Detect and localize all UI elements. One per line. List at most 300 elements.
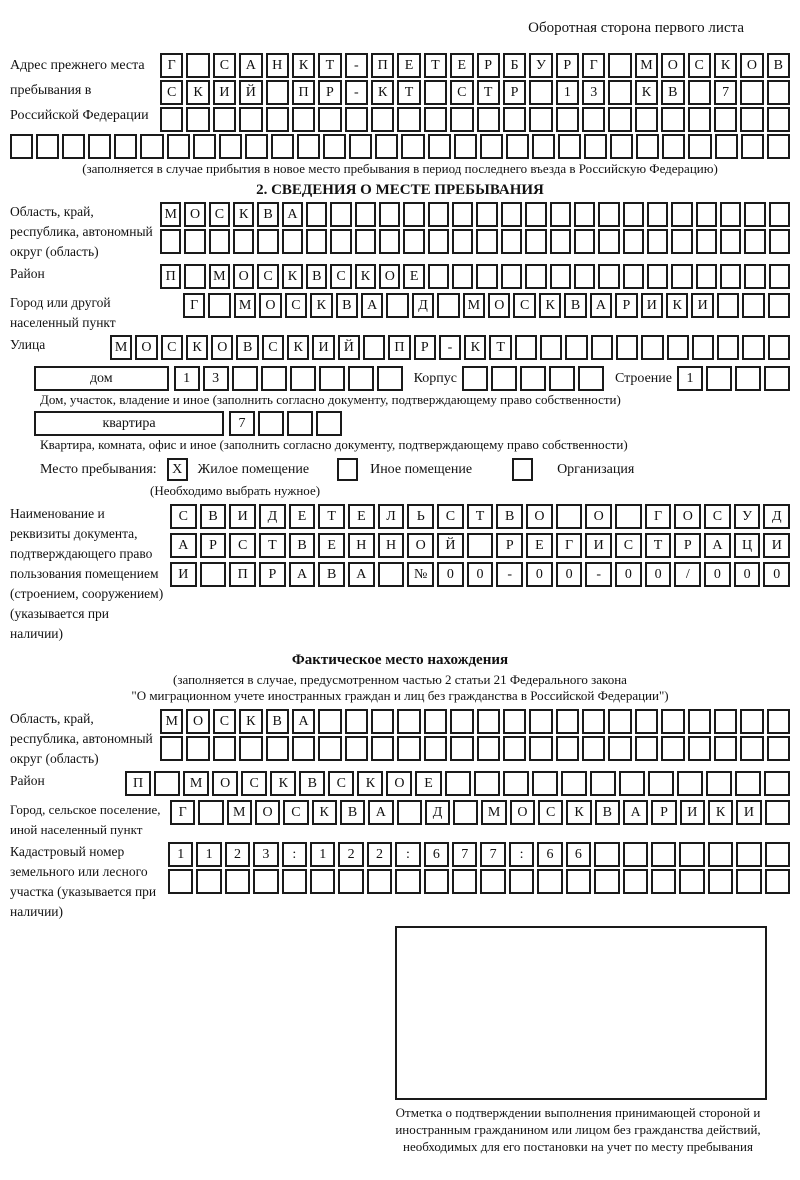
- char-cell: П: [160, 264, 181, 289]
- char-cell: [765, 869, 790, 894]
- char-cell: [742, 293, 764, 318]
- char-cell: Н: [266, 53, 289, 78]
- char-cell: [549, 366, 575, 391]
- char-cell: О: [211, 335, 233, 360]
- char-cell: [696, 202, 717, 227]
- char-cell: [598, 229, 619, 254]
- char-cell: [424, 107, 447, 132]
- char-cell: П: [371, 53, 394, 78]
- char-cell: О: [386, 771, 412, 796]
- char-cell: [556, 504, 583, 529]
- char-cell: Д: [425, 800, 450, 825]
- char-cell: [679, 869, 704, 894]
- char-cell: 6: [424, 842, 449, 867]
- prev-address-caption: (заполняется в случае прибытия в новое место пребывания в период последнего въезда в Российскую Федерацию): [82, 161, 718, 176]
- char-cell: С: [213, 53, 236, 78]
- char-cell: Г: [556, 533, 583, 558]
- char-cell: [196, 869, 221, 894]
- char-cell: С: [257, 264, 278, 289]
- char-cell: [208, 293, 230, 318]
- char-cell: 0: [615, 562, 642, 587]
- char-cell: [661, 107, 684, 132]
- char-cell: 0: [526, 562, 553, 587]
- char-cell: Е: [450, 53, 473, 78]
- char-cell: 6: [566, 842, 591, 867]
- actual-district-group: [10, 771, 790, 798]
- char-cell: Т: [397, 80, 420, 105]
- char-cell: [428, 229, 449, 254]
- char-cell: Т: [259, 533, 286, 558]
- char-cell: [233, 229, 254, 254]
- char-cell: [744, 264, 765, 289]
- char-cell: К: [357, 771, 383, 796]
- char-cell: Д: [763, 504, 790, 529]
- char-cell: [330, 202, 351, 227]
- char-cell: К: [371, 80, 394, 105]
- char-cell: П: [292, 80, 315, 105]
- char-cell: [651, 842, 676, 867]
- char-cell: [558, 134, 581, 159]
- char-cell: [140, 134, 163, 159]
- char-cell: Г: [160, 53, 183, 78]
- char-cell: О: [488, 293, 510, 318]
- char-cell: О: [259, 293, 281, 318]
- document-row-2: [170, 533, 790, 558]
- region-group: [10, 202, 790, 262]
- char-cell: К: [310, 293, 332, 318]
- char-cell: [598, 202, 619, 227]
- char-cell: [266, 736, 289, 761]
- stay-type-checkbox-organization: [512, 458, 533, 481]
- char-cell: П: [125, 771, 151, 796]
- char-cell: 6: [537, 842, 562, 867]
- char-cell: А: [170, 533, 197, 558]
- char-cell: [661, 709, 684, 734]
- char-cell: М: [160, 202, 181, 227]
- char-cell: [578, 366, 604, 391]
- char-cell: [168, 869, 193, 894]
- char-cell: [345, 709, 368, 734]
- char-cell: [740, 107, 763, 132]
- char-cell: И: [312, 335, 334, 360]
- char-cell: К: [233, 202, 254, 227]
- char-cell: А: [282, 202, 303, 227]
- char-cell: [768, 293, 790, 318]
- apartment-box: квартира: [34, 411, 224, 436]
- char-cell: [688, 736, 711, 761]
- char-cell: [509, 869, 534, 894]
- char-cell: [477, 709, 500, 734]
- char-cell: А: [289, 562, 316, 587]
- char-cell: [401, 134, 424, 159]
- char-cell: Т: [318, 504, 345, 529]
- char-cell: О: [233, 264, 254, 289]
- char-cell: 0: [763, 562, 790, 587]
- char-cell: П: [229, 562, 256, 587]
- char-cell: [232, 366, 258, 391]
- char-cell: [397, 736, 420, 761]
- char-cell: [167, 134, 190, 159]
- char-cell: [310, 869, 335, 894]
- char-cell: [503, 107, 526, 132]
- char-cell: [348, 366, 374, 391]
- char-cell: [715, 134, 738, 159]
- char-cell: [540, 335, 562, 360]
- char-cell: 2: [225, 842, 250, 867]
- char-cell: [767, 709, 790, 734]
- char-cell: №: [407, 562, 434, 587]
- char-cell: В: [318, 562, 345, 587]
- char-cell: 2: [367, 842, 392, 867]
- char-cell: [10, 134, 33, 159]
- char-cell: М: [183, 771, 209, 796]
- char-cell: [615, 504, 642, 529]
- char-cell: 3: [582, 80, 605, 105]
- char-cell: [345, 736, 368, 761]
- char-cell: [397, 107, 420, 132]
- char-cell: О: [407, 533, 434, 558]
- char-cell: С: [437, 504, 464, 529]
- cadastral-row-2: [168, 869, 790, 894]
- actual-region-row-2: [160, 736, 790, 761]
- char-cell: Й: [338, 335, 360, 360]
- char-cell: Ц: [734, 533, 761, 558]
- char-cell: И: [736, 800, 761, 825]
- char-cell: [198, 800, 223, 825]
- char-cell: [476, 264, 497, 289]
- char-cell: [397, 709, 420, 734]
- char-cell: [610, 134, 633, 159]
- char-cell: С: [615, 533, 642, 558]
- char-cell: :: [395, 842, 420, 867]
- char-cell: [501, 202, 522, 227]
- char-cell: [679, 842, 704, 867]
- cadastral-grid: [168, 842, 790, 896]
- char-cell: С: [513, 293, 535, 318]
- char-cell: [503, 736, 526, 761]
- char-cell: [476, 202, 497, 227]
- char-cell: 1: [556, 80, 579, 105]
- city-row: [183, 293, 790, 318]
- document-group: [10, 504, 790, 644]
- char-cell: [688, 134, 711, 159]
- char-cell: В: [564, 293, 586, 318]
- char-cell: С: [450, 80, 473, 105]
- actual-location-subtitle-2: "О миграционном учете иностранных граждан и лиц без гражданства в Российской Федерации"): [131, 688, 669, 703]
- char-cell: [740, 736, 763, 761]
- stay-type-note: (Необходимо выбрать нужное): [150, 483, 321, 498]
- char-cell: [386, 293, 408, 318]
- char-cell: Е: [526, 533, 553, 558]
- region-grid: [160, 202, 790, 256]
- char-cell: [765, 842, 790, 867]
- char-cell: [529, 107, 552, 132]
- char-cell: [765, 800, 790, 825]
- actual-region-group: [10, 709, 790, 769]
- char-cell: :: [509, 842, 534, 867]
- char-cell: [379, 202, 400, 227]
- char-cell: [647, 202, 668, 227]
- char-cell: И: [680, 800, 705, 825]
- char-cell: [744, 202, 765, 227]
- char-cell: А: [239, 53, 262, 78]
- char-cell: [200, 562, 227, 587]
- char-cell: [445, 771, 471, 796]
- char-cell: [525, 264, 546, 289]
- char-cell: 2: [338, 842, 363, 867]
- char-cell: [720, 264, 741, 289]
- char-cell: -: [345, 53, 368, 78]
- char-cell: [623, 202, 644, 227]
- char-cell: [616, 335, 638, 360]
- char-cell: 7: [714, 80, 737, 105]
- document-row-1: [170, 504, 790, 529]
- char-cell: [114, 134, 137, 159]
- char-cell: [338, 869, 363, 894]
- char-cell: [768, 335, 790, 360]
- prev-address-row-4: [10, 134, 790, 159]
- street-row: [110, 335, 790, 360]
- actual-city-group: [10, 800, 790, 840]
- char-cell: [688, 107, 711, 132]
- char-cell: Л: [378, 504, 405, 529]
- char-cell: [345, 107, 368, 132]
- char-cell: Р: [496, 533, 523, 558]
- char-cell: О: [510, 800, 535, 825]
- char-cell: [671, 264, 692, 289]
- char-cell: [515, 335, 537, 360]
- char-cell: [450, 736, 473, 761]
- char-cell: Й: [437, 533, 464, 558]
- char-cell: О: [740, 53, 763, 78]
- char-cell: [371, 736, 394, 761]
- char-cell: Р: [615, 293, 637, 318]
- char-cell: Й: [239, 80, 262, 105]
- prev-address-row-2: [160, 80, 790, 105]
- house-box: дом: [34, 366, 169, 391]
- char-cell: [696, 229, 717, 254]
- char-cell: В: [306, 264, 327, 289]
- char-cell: Р: [200, 533, 227, 558]
- char-cell: [266, 80, 289, 105]
- stroenie-cells: [677, 366, 790, 391]
- char-cell: [714, 107, 737, 132]
- char-cell: [608, 80, 631, 105]
- char-cell: Р: [556, 53, 579, 78]
- char-cell: К: [270, 771, 296, 796]
- char-cell: [480, 134, 503, 159]
- char-cell: 0: [704, 562, 731, 587]
- char-cell: [708, 842, 733, 867]
- char-cell: [767, 107, 790, 132]
- cadastral-row-1: [168, 842, 790, 867]
- char-cell: [692, 335, 714, 360]
- char-cell: [742, 335, 764, 360]
- char-cell: -: [439, 335, 461, 360]
- char-cell: С: [538, 800, 563, 825]
- char-cell: У: [734, 504, 761, 529]
- char-cell: К: [292, 53, 315, 78]
- char-cell: [428, 264, 449, 289]
- stroenie-label: Строение: [614, 371, 672, 386]
- char-cell: [598, 264, 619, 289]
- house-number-cells: [174, 366, 403, 391]
- char-cell: [213, 736, 236, 761]
- char-cell: [318, 709, 341, 734]
- char-cell: [529, 736, 552, 761]
- actual-city-row: [170, 800, 790, 825]
- char-cell: [623, 264, 644, 289]
- char-cell: [209, 229, 230, 254]
- char-cell: К: [186, 80, 209, 105]
- prev-address-row-3: [160, 107, 790, 132]
- char-cell: Г: [582, 53, 605, 78]
- house-caption: Дом, участок, владение и иное (заполнить согласно документу, подтверждающему право собственности): [40, 392, 621, 407]
- char-cell: И: [585, 533, 612, 558]
- char-cell: [671, 202, 692, 227]
- document-label: Наименование и реквизиты документа, подтверждающего право пользования помещением (строением, сооружением) (указывается при наличии): [10, 506, 164, 641]
- char-cell: [306, 202, 327, 227]
- char-cell: [318, 736, 341, 761]
- stamp-caption: Отметка о подтверждении выполнения принимающей стороной и иностранным гражданином или лицом без гражданства действий, необходимых для его постановки на учет по месту пребывания: [395, 1105, 761, 1154]
- char-cell: К: [464, 335, 486, 360]
- prev-address-group: [10, 53, 790, 134]
- district-row: [160, 264, 790, 289]
- char-cell: О: [184, 202, 205, 227]
- char-cell: [379, 229, 400, 254]
- char-cell: Е: [289, 504, 316, 529]
- char-cell: Е: [397, 53, 420, 78]
- char-cell: [467, 533, 494, 558]
- char-cell: [641, 335, 663, 360]
- char-cell: [550, 229, 571, 254]
- char-cell: [245, 134, 268, 159]
- char-cell: К: [666, 293, 688, 318]
- char-cell: [677, 771, 703, 796]
- char-cell: К: [714, 53, 737, 78]
- char-cell: [769, 229, 790, 254]
- char-cell: [371, 107, 394, 132]
- char-cell: [619, 771, 645, 796]
- char-cell: [623, 869, 648, 894]
- document-grid: [170, 504, 790, 589]
- char-cell: [706, 366, 732, 391]
- stay-type-checkbox-residential: X: [167, 458, 188, 481]
- char-cell: Г: [170, 800, 195, 825]
- char-cell: Т: [477, 80, 500, 105]
- char-cell: А: [348, 562, 375, 587]
- char-cell: 1: [196, 842, 221, 867]
- char-cell: Р: [674, 533, 701, 558]
- char-cell: [375, 134, 398, 159]
- char-cell: М: [227, 800, 252, 825]
- char-cell: [740, 80, 763, 105]
- char-cell: [297, 134, 320, 159]
- char-cell: [506, 134, 529, 159]
- char-cell: [767, 134, 790, 159]
- char-cell: [635, 709, 658, 734]
- char-cell: С: [229, 533, 256, 558]
- char-cell: [319, 366, 345, 391]
- char-cell: [239, 736, 262, 761]
- char-cell: И: [170, 562, 197, 587]
- char-cell: [450, 709, 473, 734]
- char-cell: [186, 736, 209, 761]
- char-cell: [735, 771, 761, 796]
- char-cell: 0: [467, 562, 494, 587]
- char-cell: В: [289, 533, 316, 558]
- stay-type-option-other: Иное помещение: [370, 462, 473, 477]
- char-cell: [477, 736, 500, 761]
- char-cell: 7: [480, 842, 505, 867]
- city-group: [10, 293, 790, 333]
- char-cell: [257, 229, 278, 254]
- char-cell: Н: [348, 533, 375, 558]
- char-cell: [769, 264, 790, 289]
- char-cell: 0: [645, 562, 672, 587]
- char-cell: [213, 107, 236, 132]
- char-cell: [594, 842, 619, 867]
- char-cell: И: [641, 293, 663, 318]
- char-cell: [395, 869, 420, 894]
- char-cell: Е: [318, 533, 345, 558]
- char-cell: [635, 107, 658, 132]
- char-cell: К: [239, 709, 262, 734]
- actual-region-row-1: [160, 709, 790, 734]
- char-cell: [767, 736, 790, 761]
- char-cell: [474, 771, 500, 796]
- char-cell: У: [529, 53, 552, 78]
- char-cell: [767, 80, 790, 105]
- char-cell: К: [708, 800, 733, 825]
- char-cell: В: [767, 53, 790, 78]
- char-cell: Р: [414, 335, 436, 360]
- char-cell: [696, 264, 717, 289]
- char-cell: [647, 264, 668, 289]
- char-cell: 3: [203, 366, 229, 391]
- char-cell: Г: [645, 504, 672, 529]
- char-cell: [594, 869, 619, 894]
- char-cell: [529, 80, 552, 105]
- char-cell: -: [585, 562, 612, 587]
- char-cell: А: [292, 709, 315, 734]
- house-row: [34, 366, 790, 391]
- char-cell: [287, 411, 313, 436]
- char-cell: В: [266, 709, 289, 734]
- char-cell: [714, 709, 737, 734]
- char-cell: [282, 869, 307, 894]
- region-label: Область, край, республика, автономный округ (область): [10, 204, 153, 259]
- char-cell: [186, 53, 209, 78]
- char-cell: 3: [253, 842, 278, 867]
- char-cell: [717, 335, 739, 360]
- char-cell: А: [361, 293, 383, 318]
- char-cell: :: [282, 842, 307, 867]
- char-cell: М: [209, 264, 230, 289]
- char-cell: Р: [503, 80, 526, 105]
- char-cell: [636, 134, 659, 159]
- char-cell: [608, 53, 631, 78]
- char-cell: [574, 202, 595, 227]
- char-cell: [193, 134, 216, 159]
- char-cell: А: [623, 800, 648, 825]
- char-cell: [623, 842, 648, 867]
- actual-city-label: Город, сельское поселение, иной населенный пункт: [10, 802, 161, 837]
- char-cell: Р: [651, 800, 676, 825]
- char-cell: 7: [229, 411, 255, 436]
- char-cell: С: [285, 293, 307, 318]
- char-cell: -: [345, 80, 368, 105]
